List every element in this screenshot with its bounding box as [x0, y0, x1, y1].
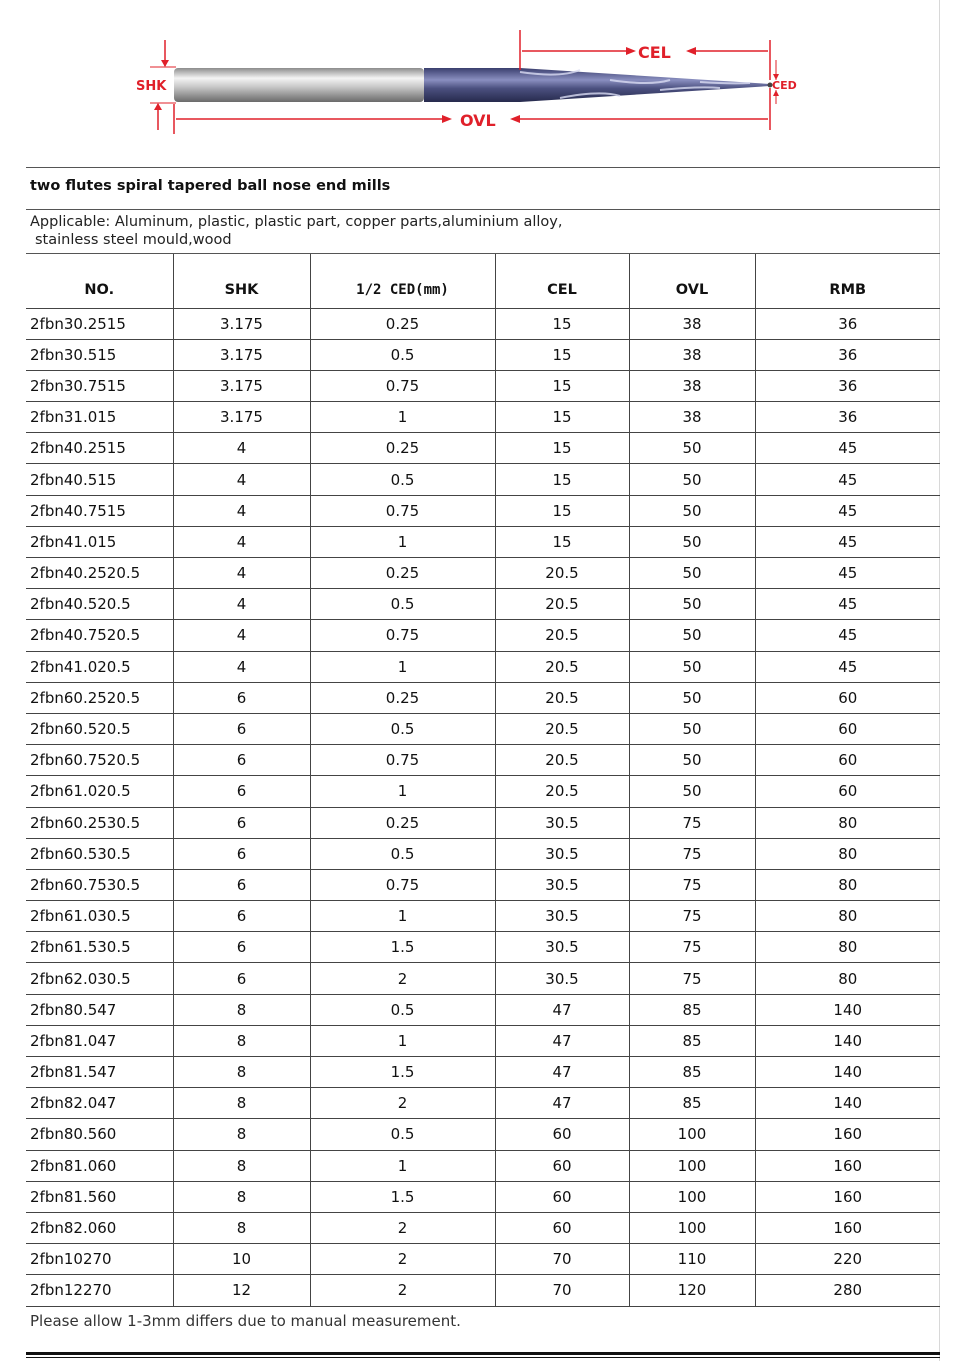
cell-no: 2fbn80.547 — [26, 994, 173, 1025]
cell-half-ced: 0.25 — [310, 308, 495, 339]
table-row — [26, 1212, 940, 1243]
cell-rmb: 45 — [755, 464, 940, 495]
cell-rmb: 45 — [755, 495, 940, 526]
cell-shk: 10 — [173, 1244, 310, 1275]
table-row — [26, 651, 940, 682]
cell-half-ced: 0.25 — [310, 807, 495, 838]
cell-shk: 3.175 — [173, 370, 310, 401]
cell-cel: 60 — [495, 1212, 629, 1243]
cell-rmb: 36 — [755, 370, 940, 401]
cell-no: 2fbn30.2515 — [26, 308, 173, 339]
ovl-label: OVL — [460, 111, 496, 130]
cell-ovl: 38 — [629, 308, 755, 339]
cell-half-ced: 1.5 — [310, 1181, 495, 1212]
cell-ovl: 75 — [629, 932, 755, 963]
cell-half-ced: 0.5 — [310, 589, 495, 620]
header-half-ced: 1/2 CED(mm) — [310, 254, 495, 308]
cell-rmb: 45 — [755, 433, 940, 464]
cell-cel: 15 — [495, 433, 629, 464]
cell-cel: 20.5 — [495, 745, 629, 776]
cell-rmb: 45 — [755, 526, 940, 557]
cell-rmb: 140 — [755, 1057, 940, 1088]
table-row — [26, 994, 940, 1025]
end-mill-diagram — [0, 0, 960, 160]
cell-cel: 20.5 — [495, 558, 629, 589]
cell-ovl: 100 — [629, 1119, 755, 1150]
table-row — [26, 1275, 940, 1306]
cell-rmb: 140 — [755, 1025, 940, 1056]
cell-ovl: 50 — [629, 558, 755, 589]
cell-half-ced: 1.5 — [310, 932, 495, 963]
cell-rmb: 160 — [755, 1212, 940, 1243]
cell-no: 2fbn60.2520.5 — [26, 682, 173, 713]
cell-cel: 30.5 — [495, 838, 629, 869]
table-row — [26, 745, 940, 776]
table-row — [26, 308, 940, 339]
cell-shk: 6 — [173, 869, 310, 900]
cell-shk: 4 — [173, 651, 310, 682]
cell-shk: 4 — [173, 464, 310, 495]
cell-shk: 4 — [173, 526, 310, 557]
footer-rule-thick — [26, 1352, 940, 1355]
cell-no: 2fbn60.520.5 — [26, 713, 173, 744]
cell-half-ced: 0.5 — [310, 838, 495, 869]
cell-no: 2fbn30.7515 — [26, 370, 173, 401]
table-row — [26, 558, 940, 589]
cell-cel: 47 — [495, 1057, 629, 1088]
cell-no: 2fbn81.560 — [26, 1181, 173, 1212]
table-row — [26, 526, 940, 557]
cell-cel: 15 — [495, 526, 629, 557]
cell-no: 2fbn81.547 — [26, 1057, 173, 1088]
footer-rule-thin — [26, 1357, 940, 1358]
cell-shk: 8 — [173, 1057, 310, 1088]
cell-ovl: 120 — [629, 1275, 755, 1306]
cell-shk: 8 — [173, 1150, 310, 1181]
cell-rmb: 140 — [755, 1088, 940, 1119]
cell-shk: 6 — [173, 932, 310, 963]
cell-rmb: 220 — [755, 1244, 940, 1275]
cell-rmb: 60 — [755, 682, 940, 713]
cell-cel: 15 — [495, 339, 629, 370]
cell-ovl: 50 — [629, 713, 755, 744]
cell-ovl: 50 — [629, 745, 755, 776]
cell-rmb: 280 — [755, 1275, 940, 1306]
cell-half-ced: 2 — [310, 1275, 495, 1306]
cell-ovl: 50 — [629, 589, 755, 620]
cell-ovl: 50 — [629, 526, 755, 557]
cell-half-ced: 2 — [310, 1244, 495, 1275]
table-row — [26, 464, 940, 495]
cell-cel: 20.5 — [495, 682, 629, 713]
cell-cel: 30.5 — [495, 932, 629, 963]
table-row — [26, 1088, 940, 1119]
cell-shk: 6 — [173, 776, 310, 807]
table-row — [26, 620, 940, 651]
table-row — [26, 682, 940, 713]
cell-half-ced: 0.75 — [310, 869, 495, 900]
cell-cel: 60 — [495, 1181, 629, 1212]
cell-shk: 8 — [173, 1119, 310, 1150]
cell-cel: 47 — [495, 1025, 629, 1056]
cell-shk: 8 — [173, 994, 310, 1025]
cell-half-ced: 0.5 — [310, 464, 495, 495]
cell-rmb: 160 — [755, 1181, 940, 1212]
cell-half-ced: 1 — [310, 526, 495, 557]
cell-ovl: 100 — [629, 1212, 755, 1243]
cell-half-ced: 1.5 — [310, 1057, 495, 1088]
cell-cel: 30.5 — [495, 807, 629, 838]
header-rmb: RMB — [755, 254, 940, 308]
cell-cel: 30.5 — [495, 963, 629, 994]
spec-table — [26, 254, 940, 1307]
cell-shk: 6 — [173, 901, 310, 932]
cell-rmb: 45 — [755, 620, 940, 651]
cell-ovl: 50 — [629, 651, 755, 682]
cell-no: 2fbn60.530.5 — [26, 838, 173, 869]
cell-half-ced: 2 — [310, 963, 495, 994]
cell-no: 2fbn62.030.5 — [26, 963, 173, 994]
cell-shk: 6 — [173, 838, 310, 869]
cell-shk: 6 — [173, 807, 310, 838]
cell-rmb: 60 — [755, 776, 940, 807]
cell-ovl: 50 — [629, 433, 755, 464]
cell-cel: 20.5 — [495, 713, 629, 744]
cell-rmb: 60 — [755, 713, 940, 744]
cell-cel: 15 — [495, 402, 629, 433]
cell-half-ced: 2 — [310, 1088, 495, 1119]
table-row — [26, 713, 940, 744]
table-row — [26, 1150, 940, 1181]
cell-ovl: 50 — [629, 776, 755, 807]
cell-cel: 20.5 — [495, 651, 629, 682]
table-row — [26, 901, 940, 932]
cell-half-ced: 1 — [310, 1025, 495, 1056]
applicable-line-1: Applicable: Aluminum, plastic, plastic part, copper parts,aluminium alloy, — [30, 214, 563, 230]
cell-rmb: 80 — [755, 869, 940, 900]
cell-rmb: 36 — [755, 402, 940, 433]
cell-half-ced: 2 — [310, 1212, 495, 1243]
cell-rmb: 160 — [755, 1119, 940, 1150]
measurement-note: Please allow 1-3mm differs due to manual measurement. — [30, 1312, 461, 1330]
ced-label: CED — [772, 79, 797, 92]
cell-half-ced: 1 — [310, 1150, 495, 1181]
cell-half-ced: 0.75 — [310, 495, 495, 526]
cell-rmb: 36 — [755, 339, 940, 370]
cell-ovl: 85 — [629, 994, 755, 1025]
cell-cel: 15 — [495, 308, 629, 339]
cell-no: 2fbn40.7520.5 — [26, 620, 173, 651]
header-ovl: OVL — [629, 254, 755, 308]
cell-cel: 70 — [495, 1244, 629, 1275]
table-row — [26, 1181, 940, 1212]
cell-ovl: 75 — [629, 963, 755, 994]
shk-label: SHK — [136, 79, 167, 94]
cell-half-ced: 0.75 — [310, 745, 495, 776]
cell-half-ced: 1 — [310, 901, 495, 932]
table-row — [26, 838, 940, 869]
cell-half-ced: 0.75 — [310, 370, 495, 401]
cell-ovl: 100 — [629, 1150, 755, 1181]
cell-ovl: 85 — [629, 1025, 755, 1056]
table-row — [26, 370, 940, 401]
cell-half-ced: 1 — [310, 776, 495, 807]
cell-no: 2fbn81.047 — [26, 1025, 173, 1056]
cell-shk: 8 — [173, 1025, 310, 1056]
cell-ovl: 50 — [629, 495, 755, 526]
cell-shk: 8 — [173, 1088, 310, 1119]
cell-no: 2fbn40.7515 — [26, 495, 173, 526]
tool-shank — [174, 68, 424, 102]
cell-half-ced: 0.25 — [310, 433, 495, 464]
cell-rmb: 80 — [755, 963, 940, 994]
divider-top — [26, 167, 940, 168]
cell-shk: 6 — [173, 963, 310, 994]
cell-rmb: 80 — [755, 932, 940, 963]
cell-no: 2fbn61.020.5 — [26, 776, 173, 807]
cell-cel: 20.5 — [495, 620, 629, 651]
cell-ovl: 75 — [629, 869, 755, 900]
table-row — [26, 869, 940, 900]
cell-ovl: 50 — [629, 682, 755, 713]
table-row — [26, 1244, 940, 1275]
cell-half-ced: 0.5 — [310, 713, 495, 744]
cell-half-ced: 0.25 — [310, 558, 495, 589]
cell-shk: 6 — [173, 745, 310, 776]
cell-rmb: 80 — [755, 901, 940, 932]
cell-rmb: 80 — [755, 838, 940, 869]
cell-ovl: 50 — [629, 620, 755, 651]
cell-half-ced: 0.5 — [310, 1119, 495, 1150]
cell-rmb: 45 — [755, 558, 940, 589]
cell-rmb: 36 — [755, 308, 940, 339]
cell-no: 2fbn30.515 — [26, 339, 173, 370]
cell-no: 2fbn40.520.5 — [26, 589, 173, 620]
header-shk: SHK — [173, 254, 310, 308]
table-row — [26, 1057, 940, 1088]
cell-cel: 70 — [495, 1275, 629, 1306]
cell-shk: 3.175 — [173, 402, 310, 433]
cell-shk: 8 — [173, 1181, 310, 1212]
cell-ovl: 50 — [629, 464, 755, 495]
table-row — [26, 402, 940, 433]
cell-shk: 3.175 — [173, 308, 310, 339]
cell-cel: 30.5 — [495, 901, 629, 932]
cell-half-ced: 0.25 — [310, 682, 495, 713]
cell-half-ced: 0.5 — [310, 994, 495, 1025]
table-row — [26, 776, 940, 807]
cell-rmb: 160 — [755, 1150, 940, 1181]
cell-rmb: 80 — [755, 807, 940, 838]
cell-no: 2fbn41.020.5 — [26, 651, 173, 682]
cell-half-ced: 1 — [310, 402, 495, 433]
cell-cel: 60 — [495, 1119, 629, 1150]
cell-shk: 12 — [173, 1275, 310, 1306]
cell-shk: 8 — [173, 1212, 310, 1243]
cell-shk: 4 — [173, 589, 310, 620]
applicable-text — [30, 213, 930, 249]
cell-no: 2fbn60.7530.5 — [26, 869, 173, 900]
cell-shk: 4 — [173, 620, 310, 651]
cell-cel: 15 — [495, 464, 629, 495]
cell-shk: 6 — [173, 682, 310, 713]
table-row — [26, 932, 940, 963]
cell-no: 2fbn40.2515 — [26, 433, 173, 464]
cell-cel: 47 — [495, 1088, 629, 1119]
cell-cel: 30.5 — [495, 869, 629, 900]
cell-ovl: 75 — [629, 901, 755, 932]
table-row — [26, 433, 940, 464]
cell-no: 2fbn40.2520.5 — [26, 558, 173, 589]
table-row — [26, 807, 940, 838]
applicable-line-2: stainless steel mould,wood — [35, 232, 232, 248]
cell-ovl: 85 — [629, 1088, 755, 1119]
cell-ovl: 75 — [629, 807, 755, 838]
table-row — [26, 1119, 940, 1150]
cell-shk: 6 — [173, 713, 310, 744]
table-row — [26, 495, 940, 526]
divider-title — [26, 209, 940, 210]
cell-no: 2fbn82.060 — [26, 1212, 173, 1243]
cell-no: 2fbn60.2530.5 — [26, 807, 173, 838]
cell-no: 2fbn10270 — [26, 1244, 173, 1275]
cell-cel: 47 — [495, 994, 629, 1025]
cell-cel: 60 — [495, 1150, 629, 1181]
cell-no: 2fbn40.515 — [26, 464, 173, 495]
cell-ovl: 38 — [629, 339, 755, 370]
cell-no: 2fbn12270 — [26, 1275, 173, 1306]
tool-flutes — [424, 68, 773, 102]
cell-ovl: 75 — [629, 838, 755, 869]
cel-label: CEL — [638, 43, 671, 62]
table-row — [26, 1025, 940, 1056]
cell-no: 2fbn82.047 — [26, 1088, 173, 1119]
cell-shk: 4 — [173, 433, 310, 464]
cell-no: 2fbn80.560 — [26, 1119, 173, 1150]
cell-ovl: 110 — [629, 1244, 755, 1275]
cell-cel: 15 — [495, 370, 629, 401]
cell-half-ced: 0.5 — [310, 339, 495, 370]
cell-rmb: 45 — [755, 651, 940, 682]
cell-no: 2fbn61.530.5 — [26, 932, 173, 963]
cell-no: 2fbn60.7520.5 — [26, 745, 173, 776]
cell-cel: 15 — [495, 495, 629, 526]
cell-half-ced: 0.75 — [310, 620, 495, 651]
cell-shk: 4 — [173, 558, 310, 589]
header-no: NO. — [26, 254, 173, 308]
cell-cel: 20.5 — [495, 589, 629, 620]
cell-rmb: 140 — [755, 994, 940, 1025]
table-row — [26, 589, 940, 620]
cell-ovl: 38 — [629, 370, 755, 401]
cell-no: 2fbn41.015 — [26, 526, 173, 557]
cell-ovl: 38 — [629, 402, 755, 433]
cell-no: 2fbn81.060 — [26, 1150, 173, 1181]
page-title: two flutes spiral tapered ball nose end mills — [30, 178, 391, 194]
cell-rmb: 45 — [755, 589, 940, 620]
cell-shk: 3.175 — [173, 339, 310, 370]
cell-no: 2fbn31.015 — [26, 402, 173, 433]
cell-cel: 20.5 — [495, 776, 629, 807]
cell-half-ced: 1 — [310, 651, 495, 682]
cell-ovl: 100 — [629, 1181, 755, 1212]
cell-ovl: 85 — [629, 1057, 755, 1088]
cell-shk: 4 — [173, 495, 310, 526]
cell-no: 2fbn61.030.5 — [26, 901, 173, 932]
header-cel: CEL — [495, 254, 629, 308]
table-header-row — [26, 254, 940, 308]
table-row — [26, 963, 940, 994]
table-row — [26, 339, 940, 370]
cell-rmb: 60 — [755, 745, 940, 776]
